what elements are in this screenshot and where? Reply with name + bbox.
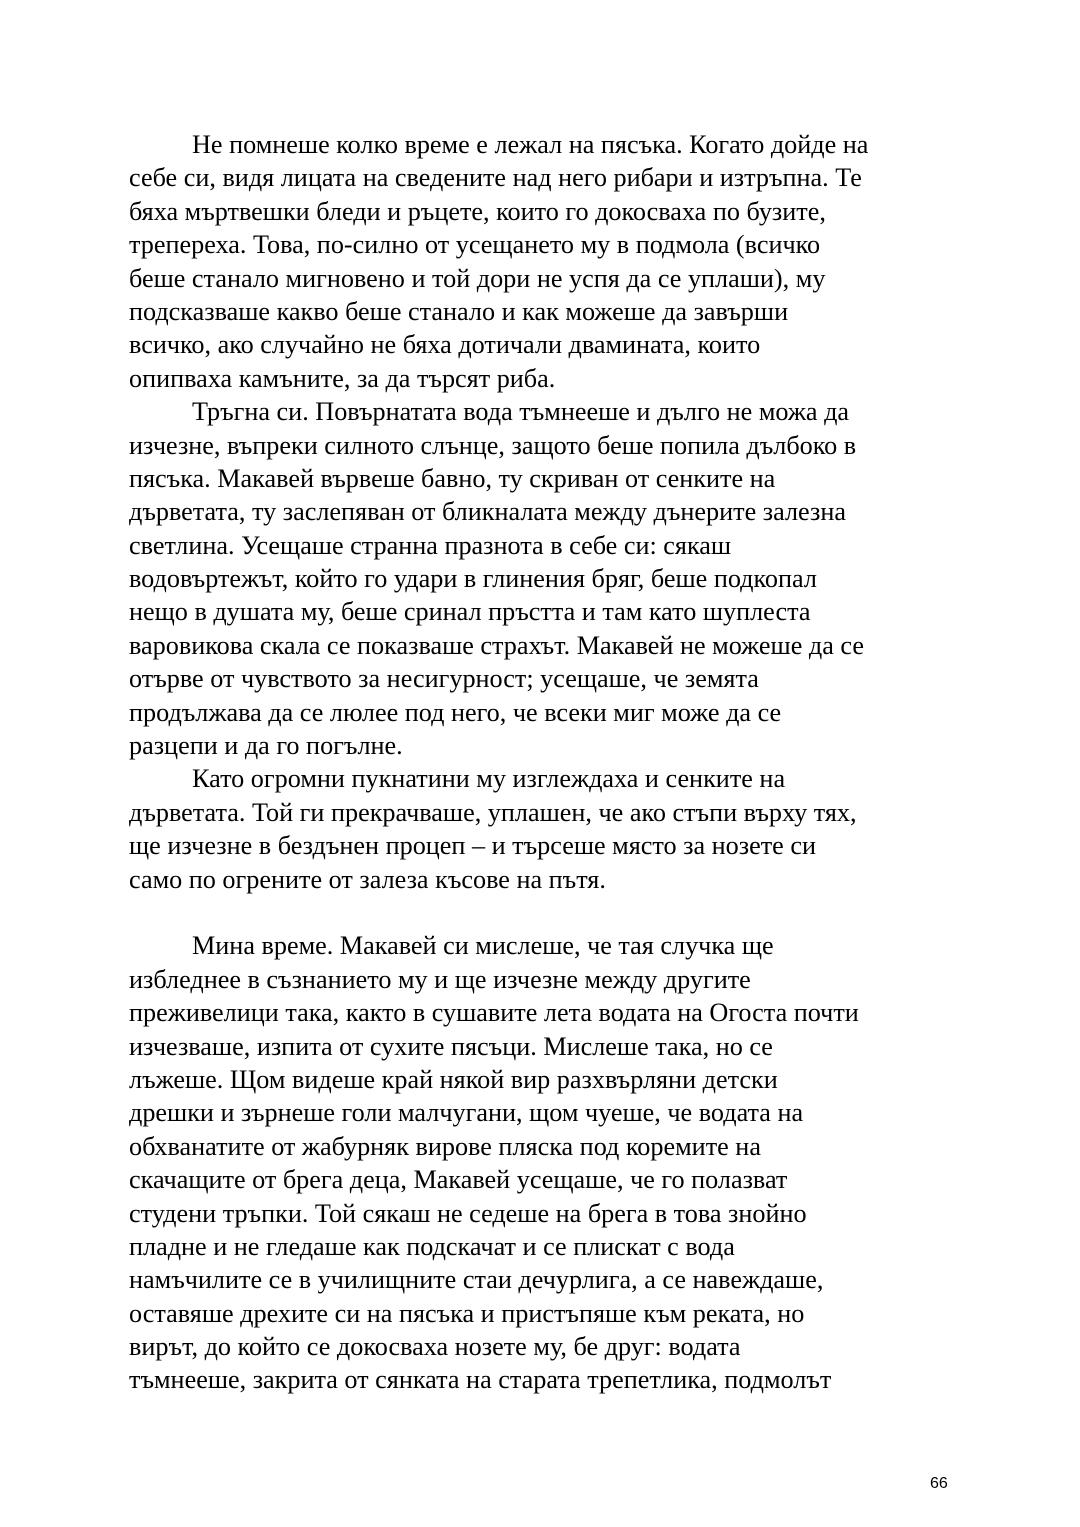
text-line: избледнее в съзнанието му и ще изчезне между другите — [129, 964, 751, 994]
text-line: дърветата, ту заслепяван от бликналата между дънерите залезна — [129, 497, 846, 527]
paragraph-1 — [129, 128, 959, 395]
text-line: Като огромни пукнатини му изглеждаха и сенките на — [192, 764, 786, 794]
text-line: дрешки и зърнеше голи малчугани, щом чуеше, че водата на — [129, 1098, 804, 1128]
text-line: светлина. Усещаше странна празнота в себе си: сякаш — [129, 530, 732, 560]
text-line: лъжеше. Щом видеше край някой вир разхвърляни детски — [129, 1064, 778, 1094]
section-break — [129, 896, 959, 929]
text-line: пладне и не гледаше как подскачат и се плискат с вода — [129, 1231, 735, 1261]
text-line: само по огрените от залеза късове на пътя. — [129, 864, 606, 894]
text-line: ще изчезне в бездънен процеп – и търсеше място за нозете си — [129, 831, 816, 861]
page-number: 66 — [930, 1475, 948, 1492]
text-line: водовъртежът, който го удари в глинения бряг, беше подкопал — [129, 564, 817, 594]
text-line: оставяше дрехите си на пясъка и пристъпяше към реката, но — [129, 1298, 805, 1328]
paragraph-4 — [129, 929, 959, 1396]
paragraph-3 — [129, 762, 959, 896]
text-line: беше станало мигновено и той дори не успя да се уплаши), му — [129, 263, 826, 293]
text-line: изчезне, въпреки силното слънце, защото беше попила дълбоко в — [129, 430, 857, 460]
text-line: отърве от чувството за несигурност; усещаше, че земята — [129, 664, 759, 694]
text-line: нещо в душата му, беше сринал пръстта и там като шуплеста — [129, 597, 811, 627]
text-line: себе си, видя лицата на сведените над него рибари и изтръпна. Те — [129, 163, 862, 193]
text-line: разцепи и да го погълне. — [129, 731, 403, 761]
text-line: преживелици така, както в сушавите лета водата на Огоста почти — [129, 998, 859, 1028]
body-text — [129, 128, 959, 1397]
text-line: намъчилите се в училищните стаи дечурлига, а се навеждаше, — [129, 1265, 824, 1295]
text-line: опипваха камъните, за да търсят риба. — [129, 363, 556, 393]
text-line: продължава да се люлее под него, че всеки миг може да се — [129, 697, 782, 727]
text-line: Мина време. Макавей си мислеше, че тая случка ще — [192, 931, 774, 961]
paragraph-2 — [129, 395, 959, 762]
text-line: вирът, до който се докосваха нозете му, бе друг: водата — [129, 1332, 741, 1362]
text-line: бяха мъртвешки бледи и ръцете, които го докосваха по бузите, — [129, 196, 826, 226]
text-line: Не помнеше колко време е лежал на пясъка. Когато дойде на — [192, 130, 869, 159]
text-line: изчезваше, изпита от сухите пясъци. Мислеше така, но се — [129, 1031, 773, 1061]
text-line: тъмнееше, закрита от сянката на старата трепетлика, подмолът — [129, 1365, 832, 1395]
text-line: подсказваше какво беше станало и как можеше да завърши — [129, 296, 789, 326]
text-line: трепереха. Това, по-силно от усещането му в подмола (всичко — [129, 230, 821, 260]
text-line: пясъка. Макавей вървеше бавно, ту скриван от сенките на — [129, 463, 776, 493]
text-line: дърветата. Той ги прекрачваше, уплашен, че ако стъпи върху тях, — [129, 797, 857, 827]
text-line: скачащите от брега деца, Макавей усещаше, че го полазват — [129, 1165, 788, 1195]
text-line: всичко, ако случайно не бяха дотичали двамината, които — [129, 330, 761, 360]
text-line: Тръгна си. Повърнатата вода тъмнееше и дълго не можа да — [192, 397, 850, 427]
text-line: студени тръпки. Той сякаш не седеше на брега в това знойно — [129, 1198, 807, 1228]
text-line: обхванатите от жабурняк вирове пляска под коремите на — [129, 1131, 761, 1161]
text-line: варовикова скала се показваше страхът. Макавей не можеше да се — [129, 630, 864, 660]
